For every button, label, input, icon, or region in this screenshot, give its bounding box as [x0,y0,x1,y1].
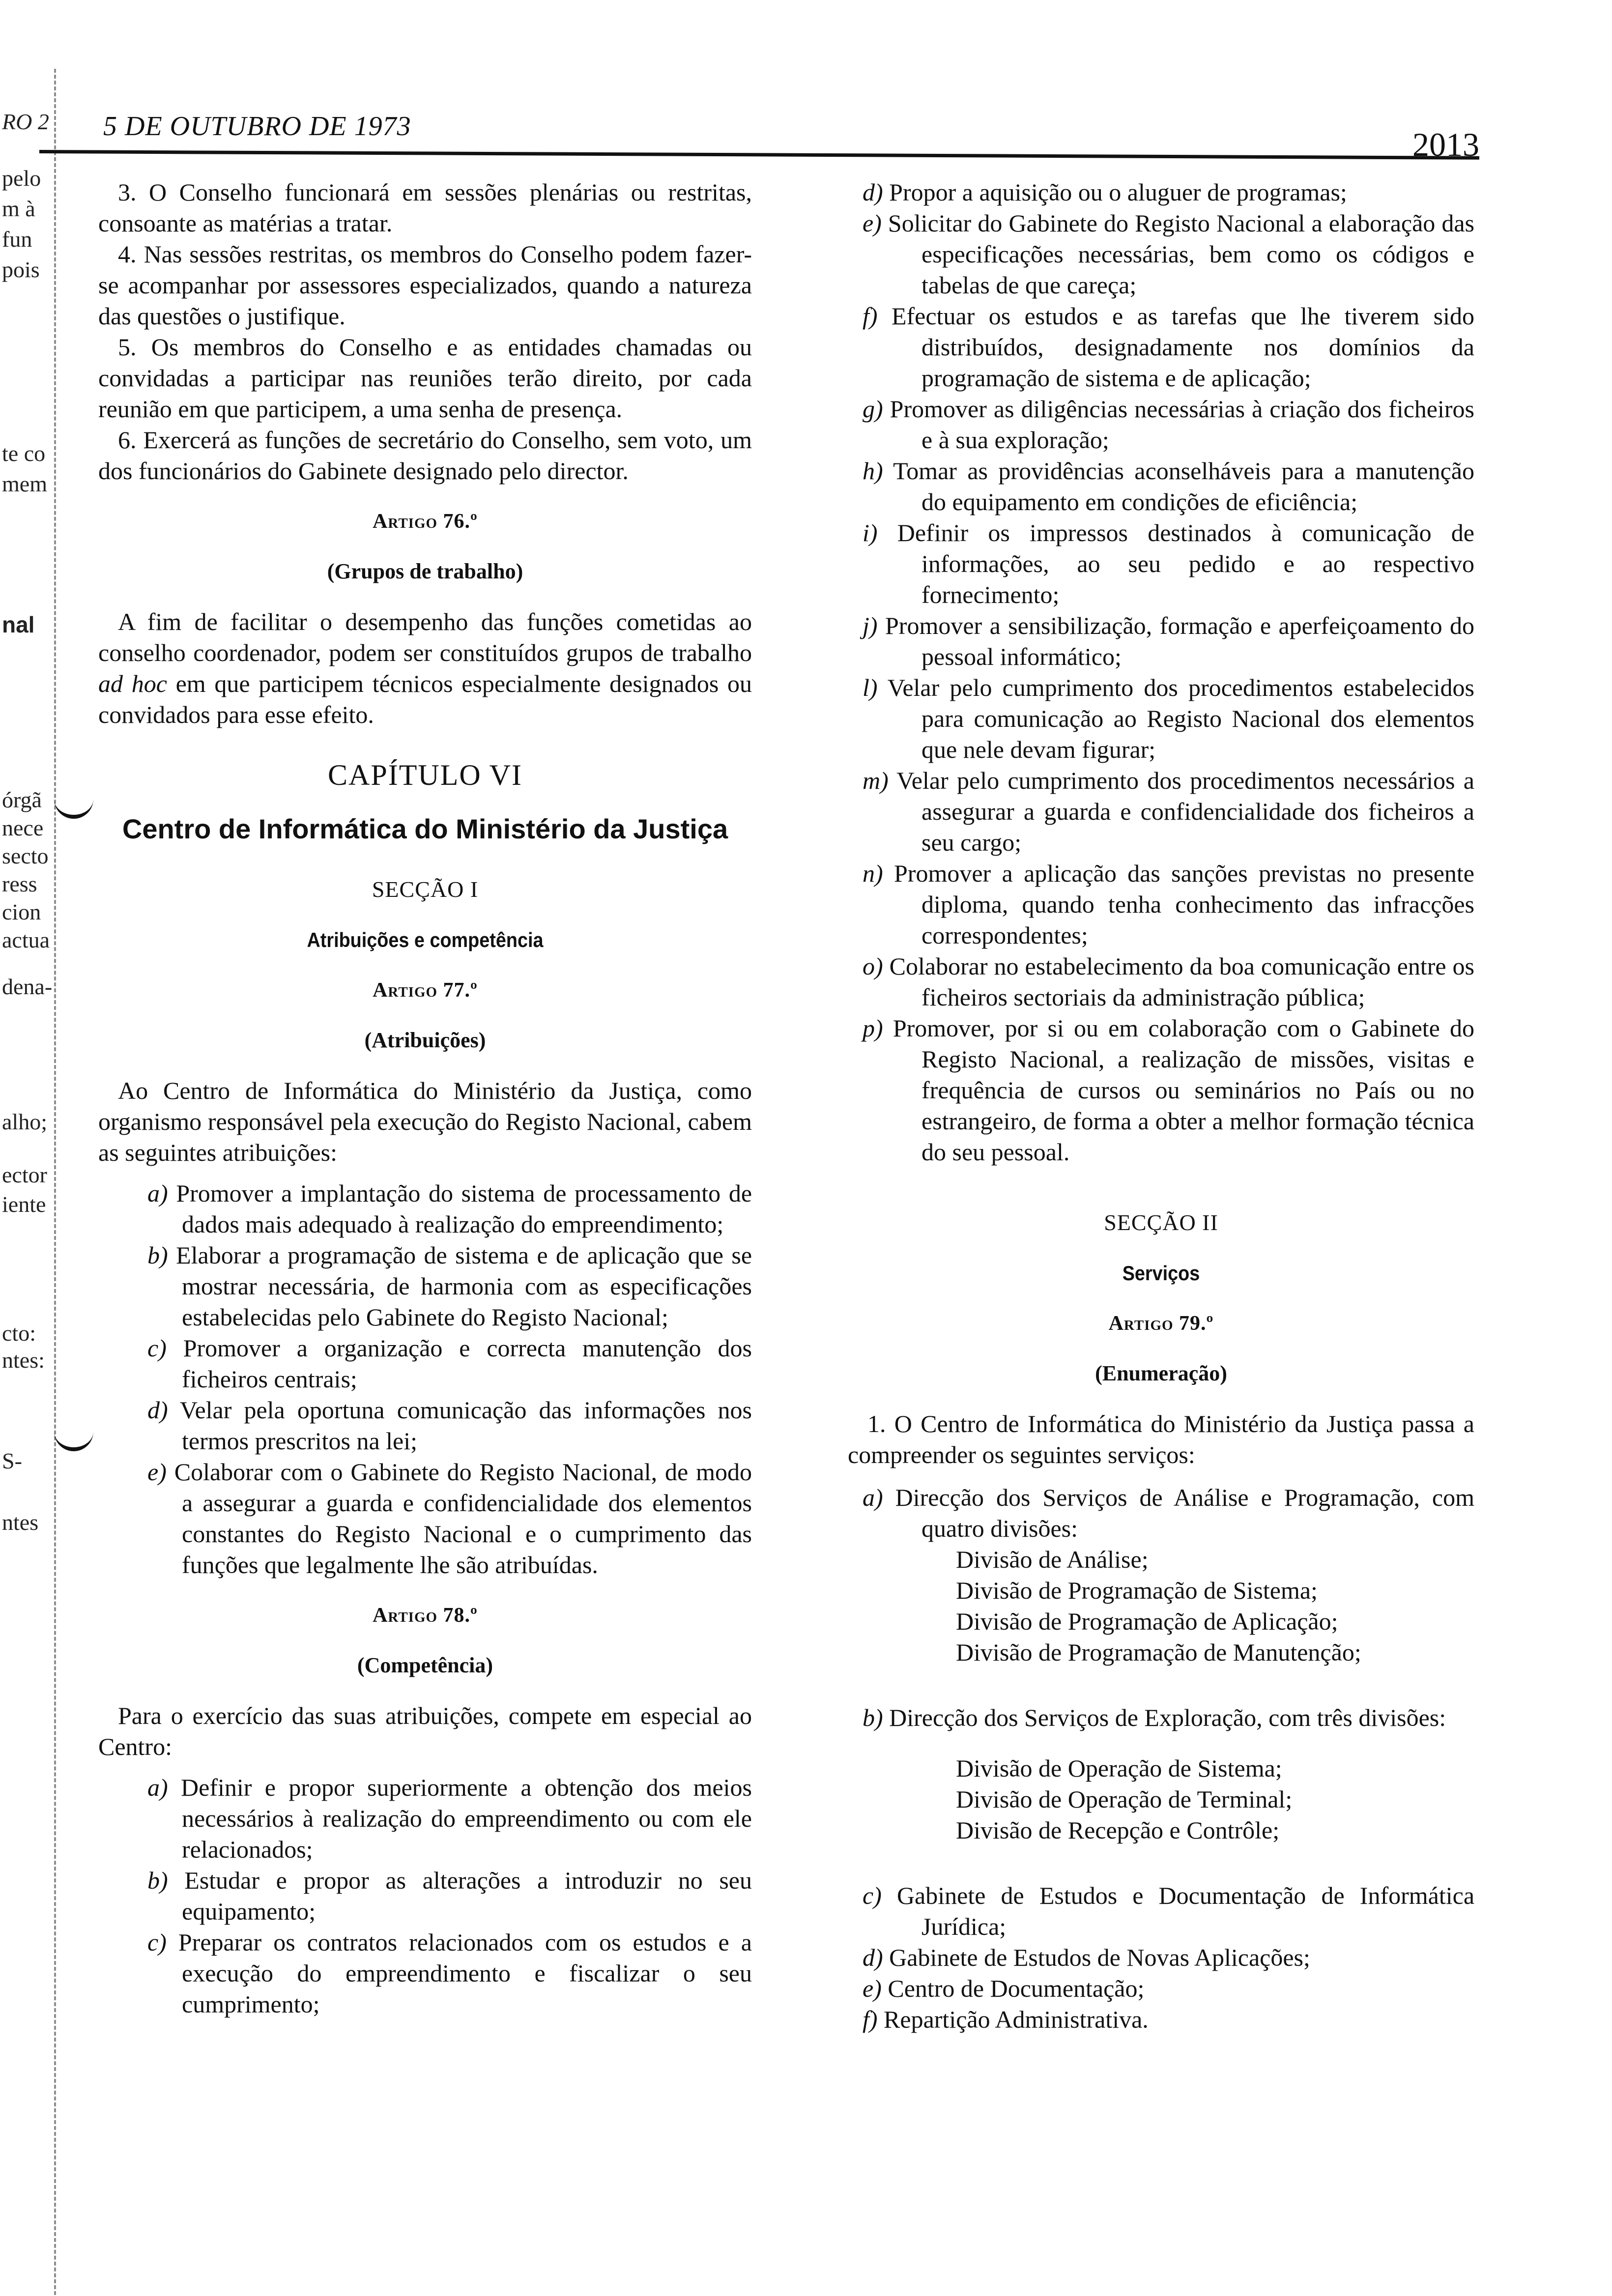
article-title: Artigo 77.º [373,979,478,1002]
header-date: 5 DE OUTUBRO DE 1973 [103,111,411,142]
article-title: Artigo 76.º [373,510,478,533]
article-title: Artigo 79.º [1108,1312,1214,1335]
item-text: Estudar e propor as alterações a introduzir no seu equipamento; [182,1866,752,1925]
margin-fragment: ress [2,871,37,896]
paragraph: 3. O Conselho funcionará em sessões plenárias ou restritas, consoante as matérias a tratar. [98,178,752,237]
margin-fragment: m à [2,196,35,221]
list-item [848,858,1474,951]
list-item [98,1395,752,1457]
fold-line [54,69,56,2295]
item-marker: c) [147,1334,167,1362]
list-item [848,951,1474,1013]
article-subtitle: (Atribuições) [364,1028,486,1052]
item-marker: o) [863,952,883,980]
item-text: Promover as diligências necessárias à criação dos ficheiros e à sua exploração; [890,395,1474,454]
paragraph [98,606,752,730]
item-text: Promover, por si ou em colaboração com o Gabinete do Registo Nacional, a realização de missões, visitas e frequência de cursos ou seminários no País ou no estrangeiro, de forma a obter a melhor formação técnica do seu pessoal. [892,1014,1474,1166]
article-subtitle: (Enumeração) [1095,1361,1227,1385]
list-item [848,1482,1474,1544]
item-text: Promover a implantação do sistema de processamento de dados mais adequado à realização do empreendimento; [176,1179,752,1238]
list-item [848,610,1474,672]
margin-fragment: te co [2,441,46,466]
item-text: Centro de Documentação; [888,1975,1145,2002]
paragraph: Para o exercício das suas atribuições, compete em especial ao Centro: [98,1702,752,1760]
item-text: Tomar as providências aconselháveis para a manutenção do equipamento em condições de eficiência; [893,457,1474,516]
margin-fragment: RO 2 [2,109,49,134]
list-item [848,2004,1474,2035]
list-item [848,177,1474,208]
item-marker: h) [863,457,883,485]
margin-fragment: alho; [2,1109,47,1134]
item-marker: f) [863,302,878,330]
margin-fragment: mem [2,471,47,496]
list-item [848,1942,1474,1973]
list-item [848,208,1474,301]
paragraph: 1. O Centro de Informática do Ministério da Justiça passa a compreender os seguintes serviços: [848,1410,1474,1468]
item-text: Elaborar a programação de sistema e de aplicação que se mostrar necessária, de harmonia com as especificações estabelecidas pelo Gabinete do Registo Nacional; [176,1241,752,1331]
item-marker: a) [147,1774,168,1801]
margin-fragment: pelo [2,166,41,191]
margin-fragment: iente [2,1192,46,1217]
item-text: Repartição Administrativa. [884,2006,1149,2033]
page-number: 2013 [1412,126,1479,163]
margin-fragment: fun [2,227,32,252]
margin-fragment: ntes [2,1510,39,1535]
section-title: SECÇÃO II [1104,1210,1218,1235]
division-list [848,1753,1474,1846]
binding-bracket [54,1428,93,1451]
division-list [848,1544,1474,1668]
item-text: Promover a aplicação das sanções previstas no presente diploma, quando tenha conhecimento das infracções correspondentes; [894,860,1474,949]
list-item [848,301,1474,394]
item-text: Definir os impressos destinados à comunicação de informações, ao seu pedido e ao respectivo fornecimento; [897,519,1474,608]
item-text: Propor a aquisição ou o aluguer de programas; [889,178,1347,206]
list-item [848,1013,1474,1168]
latin-term: ad hoc [98,670,167,697]
item-marker: n) [863,860,883,887]
list-item [98,1457,752,1580]
item-marker: c) [863,1882,882,1909]
list-item [98,1178,752,1240]
paragraph: 4. Nas sessões restritas, os membros do Conselho podem fazer-se acompanhar por assessores especializados, quando a natureza das questões o justifique. [98,240,752,330]
item-text: Velar pelo cumprimento dos procedimentos estabelecidos para comunicação ao Registo Nacional dos elementos que nele devam figurar; [887,674,1474,763]
item-marker: f) [863,2006,878,2033]
margin-fragment: órgã [2,787,42,812]
division-item: Divisão de Recepção e Contrôle; [956,1816,1280,1844]
item-text: Colaborar no estabelecimento da boa comunicação entre os ficheiros sectoriais da administração pública; [889,952,1475,1011]
margin-fragment: secto [2,843,49,868]
chapter-title: CAPÍTULO VI [328,759,522,791]
list-item [848,1880,1474,1942]
list-item [848,1702,1474,1733]
item-marker: m) [863,767,889,794]
item-marker: b) [147,1241,168,1269]
item-marker: e) [863,1975,882,2002]
item-text: Gabinete de Estudos de Novas Aplicações; [889,1944,1310,1971]
item-marker: g) [863,395,883,423]
list-item [98,1240,752,1333]
margin-fragment: S- [2,1448,22,1473]
item-marker: d) [863,1944,883,1971]
item-marker: i) [863,519,878,546]
margin-fragment: pois [2,257,40,282]
paragraph: Ao Centro de Informática do Ministério da Justiça, como organismo responsável pela execução do Registo Nacional, cabem as seguintes atribuições: [98,1077,752,1166]
paragraph: 6. Exercerá as funções de secretário do Conselho, sem voto, um dos funcionários do Gabinete designado pelo director. [98,426,752,485]
list-item [98,1865,752,1927]
item-text: Gabinete de Estudos e Documentação de Informática Jurídica; [896,1882,1475,1940]
article-subtitle: (Grupos de trabalho) [327,559,523,583]
division-item: Divisão de Programação de Sistema; [956,1577,1318,1604]
item-marker: c) [147,1928,167,1956]
item-marker: j) [863,612,878,639]
item-marker: d) [863,178,883,206]
margin-fragment: ector [2,1162,47,1187]
item-text: Promover a sensibilização, formação e aperfeiçoamento do pessoal informático; [885,612,1475,670]
list-item [848,1973,1474,2004]
section-title: SECÇÃO I [372,877,479,902]
item-marker: a) [147,1179,168,1207]
division-item: Divisão de Operação de Terminal; [956,1785,1293,1813]
list-item [98,1333,752,1395]
item-text: Definir e propor superiormente a obtenção dos meios necessários à realização do empreendimento ou com ele relacionados; [181,1774,752,1863]
item-marker: b) [863,1704,883,1731]
list-item [98,1772,752,1865]
item-text: Solicitar do Gabinete do Registo Nacional a elaboração das especificações necessárias, bem como os códigos e tabelas de que careça; [888,209,1474,299]
division-item: Divisão de Programação de Manutenção; [956,1638,1361,1666]
left-column [98,177,752,2020]
section-subtitle: Atribuições e competência [307,928,544,951]
item-marker: d) [147,1396,168,1424]
list-item [848,765,1474,858]
item-text: Direcção dos Serviços de Exploração, com três divisões: [889,1704,1446,1731]
right-column [848,177,1474,2035]
binding-bracket [54,795,93,819]
margin-fragment: dena- [2,974,53,999]
list-item [848,672,1474,765]
list-item [848,456,1474,517]
margin-fragment: actua [2,927,50,952]
text-run: A fim de facilitar o desempenho das funções cometidas ao conselho coordenador, podem ser constituídos grupos de trabalho [98,608,752,666]
article-subtitle: (Competência) [357,1653,493,1677]
article-title: Artigo 78.º [373,1604,478,1627]
item-text: Colaborar com o Gabinete do Registo Nacional, de modo a assegurar a guarda e confidencialidade dos elementos constantes do Registo Nacional e o cumprimento das funções que legalmente lhe são atribuídas. [174,1458,752,1578]
item-text: Velar pela oportuna comunicação das informações nos termos prescritos na lei; [179,1396,752,1455]
margin-fragment: cto: [2,1320,36,1346]
paragraph: 5. Os membros do Conselho e as entidades chamadas ou convidadas a participar nas reuniões terão direito, por cada reunião em que participem, a uma senha de presença. [98,333,752,423]
division-item: Divisão de Análise; [956,1546,1149,1573]
chapter-subtitle: Centro de Informática do Ministério da Justiça [122,813,728,844]
margin-fragment: nece [2,815,44,840]
margin-fragment: ntes: [2,1348,45,1373]
list-item [848,517,1474,610]
item-text: Velar pelo cumprimento dos procedimentos necessários a assegurar a guarda e confidencialidade dos ficheiros a seu cargo; [896,767,1474,856]
item-text: Preparar os contratos relacionados com os estudos e a execução do empreendimento e fiscalizar o seu cumprimento; [178,1928,752,2018]
item-text: Promover a organização e correcta manutenção dos ficheiros centrais; [182,1334,752,1393]
list-item [98,1927,752,2020]
item-marker: b) [147,1866,168,1894]
division-item: Divisão de Programação de Aplicação; [956,1607,1338,1635]
text-run: em que participem técnicos especialmente designados ou convidados para esse efeito. [98,670,752,728]
margin-fragment: cion [2,899,41,924]
item-marker: a) [863,1484,883,1511]
item-marker: e) [863,209,882,237]
item-marker: e) [147,1458,167,1486]
item-text: Efectuar os estudos e as tarefas que lhe tiverem sido distribuídos, designadamente nos domínios da programação de sistema e de aplicação; [891,302,1474,392]
item-text: Direcção dos Serviços de Análise e Programação, com quatro divisões: [895,1484,1474,1542]
division-item: Divisão de Operação de Sistema; [956,1754,1282,1782]
section-subtitle: Serviços [1122,1262,1200,1285]
item-marker: l) [863,674,878,701]
list-item [848,394,1474,456]
adjacent-page-margin [0,0,108,2296]
margin-fragment: nal [2,612,35,637]
item-marker: p) [863,1014,883,1042]
